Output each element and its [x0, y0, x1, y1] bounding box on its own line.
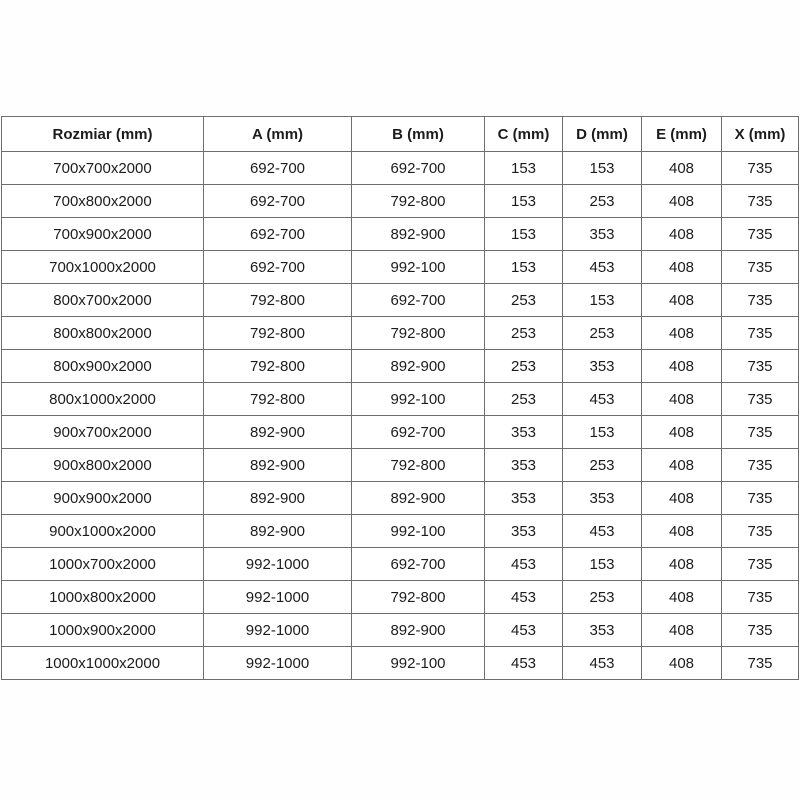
- table-cell: 453: [485, 581, 563, 614]
- table-cell: 408: [642, 251, 722, 284]
- table-row: [2, 449, 799, 482]
- table-cell: 453: [485, 614, 563, 647]
- table-row: [2, 218, 799, 251]
- table-header-cell: A (mm): [204, 117, 352, 152]
- table-cell: 800x1000x2000: [2, 383, 204, 416]
- table-cell: 735: [722, 152, 799, 185]
- table-cell: 408: [642, 218, 722, 251]
- table-cell: 353: [563, 482, 642, 515]
- table-cell: 692-700: [352, 284, 485, 317]
- table-cell: 992-1000: [204, 647, 352, 680]
- table-row: [2, 647, 799, 680]
- table-cell: 253: [485, 383, 563, 416]
- table-row: [2, 251, 799, 284]
- table-cell: 992-100: [352, 383, 485, 416]
- table-cell: 992-1000: [204, 581, 352, 614]
- table-cell: 408: [642, 515, 722, 548]
- table-cell: 800x900x2000: [2, 350, 204, 383]
- table-cell: 153: [563, 284, 642, 317]
- table-cell: 408: [642, 284, 722, 317]
- table-cell: 153: [485, 218, 563, 251]
- table-cell: 408: [642, 152, 722, 185]
- table-cell: 800x700x2000: [2, 284, 204, 317]
- table-cell: 792-800: [204, 350, 352, 383]
- table-cell: 800x800x2000: [2, 317, 204, 350]
- table-cell: 892-900: [352, 614, 485, 647]
- table-cell: 735: [722, 515, 799, 548]
- table-cell: 408: [642, 482, 722, 515]
- table-cell: 408: [642, 317, 722, 350]
- table-cell: 408: [642, 581, 722, 614]
- table-cell: 735: [722, 251, 799, 284]
- table-cell: 453: [563, 251, 642, 284]
- table-cell: 408: [642, 350, 722, 383]
- table-cell: 253: [563, 449, 642, 482]
- table-cell: 453: [485, 548, 563, 581]
- table-cell: 1000x1000x2000: [2, 647, 204, 680]
- table-row: [2, 581, 799, 614]
- table-cell: 700x800x2000: [2, 185, 204, 218]
- table-cell: 900x700x2000: [2, 416, 204, 449]
- table-cell: 735: [722, 581, 799, 614]
- table-cell: 900x1000x2000: [2, 515, 204, 548]
- table-cell: 892-900: [204, 416, 352, 449]
- table-cell: 735: [722, 317, 799, 350]
- table-cell: 408: [642, 185, 722, 218]
- table-cell: 892-900: [352, 350, 485, 383]
- table-cell: 1000x700x2000: [2, 548, 204, 581]
- table-cell: 253: [563, 185, 642, 218]
- table-cell: 353: [485, 449, 563, 482]
- table-cell: 735: [722, 383, 799, 416]
- table-cell: 153: [485, 152, 563, 185]
- table-cell: 353: [563, 350, 642, 383]
- table-cell: 153: [563, 152, 642, 185]
- table-cell: 408: [642, 383, 722, 416]
- table-cell: 453: [563, 647, 642, 680]
- table-cell: 1000x800x2000: [2, 581, 204, 614]
- dimensions-table: [1, 116, 799, 680]
- table-row: [2, 548, 799, 581]
- table-cell: 253: [485, 284, 563, 317]
- table-cell: 692-700: [204, 218, 352, 251]
- table-cell: 353: [563, 218, 642, 251]
- table-cell: 408: [642, 416, 722, 449]
- table-cell: 735: [722, 416, 799, 449]
- table-row: [2, 317, 799, 350]
- table-cell: 792-800: [204, 284, 352, 317]
- table-row: [2, 515, 799, 548]
- table-row: [2, 185, 799, 218]
- table-cell: 892-900: [204, 449, 352, 482]
- table-cell: 408: [642, 614, 722, 647]
- table-cell: 900x800x2000: [2, 449, 204, 482]
- table-cell: 692-700: [352, 416, 485, 449]
- table-row: [2, 614, 799, 647]
- table-header-cell: C (mm): [485, 117, 563, 152]
- table-cell: 700x900x2000: [2, 218, 204, 251]
- table-cell: 992-100: [352, 515, 485, 548]
- table-cell: 792-800: [352, 317, 485, 350]
- table-cell: 153: [563, 416, 642, 449]
- table-cell: 892-900: [204, 515, 352, 548]
- table-cell: 900x900x2000: [2, 482, 204, 515]
- table-cell: 408: [642, 449, 722, 482]
- table-cell: 992-1000: [204, 614, 352, 647]
- table-row: [2, 152, 799, 185]
- table-cell: 1000x900x2000: [2, 614, 204, 647]
- table-cell: 353: [485, 482, 563, 515]
- table-cell: 892-900: [352, 482, 485, 515]
- table-header-cell: Rozmiar (mm): [2, 117, 204, 152]
- table-row: [2, 350, 799, 383]
- table-cell: 692-700: [204, 251, 352, 284]
- table-cell: 700x1000x2000: [2, 251, 204, 284]
- table-header: [2, 117, 799, 152]
- table-cell: 253: [563, 581, 642, 614]
- table-header-row: [2, 117, 799, 152]
- table-cell: 735: [722, 350, 799, 383]
- table-cell: 353: [563, 614, 642, 647]
- table-cell: 992-100: [352, 647, 485, 680]
- table-cell: 735: [722, 647, 799, 680]
- table-cell: 353: [485, 515, 563, 548]
- table-cell: 692-700: [352, 152, 485, 185]
- table-cell: 735: [722, 218, 799, 251]
- table-cell: 153: [563, 548, 642, 581]
- table-cell: 892-900: [204, 482, 352, 515]
- table-cell: 735: [722, 185, 799, 218]
- table-cell: 408: [642, 548, 722, 581]
- table-cell: 792-800: [352, 185, 485, 218]
- table-cell: 692-700: [352, 548, 485, 581]
- table-header-cell: E (mm): [642, 117, 722, 152]
- table-row: [2, 284, 799, 317]
- table-cell: 253: [485, 317, 563, 350]
- table-cell: 692-700: [204, 185, 352, 218]
- table-cell: 792-800: [352, 449, 485, 482]
- table-cell: 735: [722, 284, 799, 317]
- table-cell: 735: [722, 614, 799, 647]
- table-cell: 453: [563, 515, 642, 548]
- table-cell: 792-800: [352, 581, 485, 614]
- table-cell: 792-800: [204, 317, 352, 350]
- table-cell: 353: [485, 416, 563, 449]
- table-cell: 792-800: [204, 383, 352, 416]
- table-cell: 992-1000: [204, 548, 352, 581]
- table-cell: 992-100: [352, 251, 485, 284]
- table-cell: 408: [642, 647, 722, 680]
- table-header-cell: X (mm): [722, 117, 799, 152]
- table-row: [2, 383, 799, 416]
- table-cell: 735: [722, 548, 799, 581]
- table-cell: 700x700x2000: [2, 152, 204, 185]
- table-cell: 253: [563, 317, 642, 350]
- table-header-cell: D (mm): [563, 117, 642, 152]
- table-cell: 735: [722, 449, 799, 482]
- table-body: [2, 152, 799, 680]
- table-cell: 692-700: [204, 152, 352, 185]
- table-cell: 453: [485, 647, 563, 680]
- table-cell: 153: [485, 185, 563, 218]
- table-cell: 453: [563, 383, 642, 416]
- table-cell: 735: [722, 482, 799, 515]
- table-header-cell: B (mm): [352, 117, 485, 152]
- table-cell: 253: [485, 350, 563, 383]
- table-cell: 892-900: [352, 218, 485, 251]
- table-row: [2, 416, 799, 449]
- table-row: [2, 482, 799, 515]
- table-cell: 153: [485, 251, 563, 284]
